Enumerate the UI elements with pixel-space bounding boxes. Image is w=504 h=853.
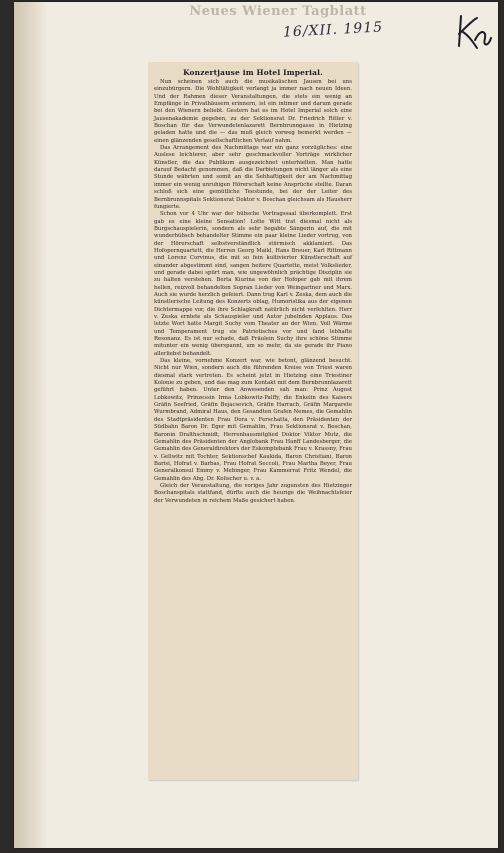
paper-edge-shadow — [14, 2, 48, 848]
newspaper-clipping — [148, 62, 358, 780]
handwritten-date: 16/XII. 1915 — [282, 19, 384, 41]
article-paragraph: Gleich der Veranstaltung, die voriges Jahr zugunsten des Hietzinger Boschanspitals stattfand, dürfte auch die heurige die Weihnachtsfeier der Verwundeten in reichem Maße gesichert haben. — [154, 482, 352, 504]
article-body — [154, 79, 352, 505]
article-paragraph: Das Arrangement des Nachmittags war ein ganz vorzügliches: eine Auslese leichterer, aber sehr geschmackvoller Vorträge wirklicher Künstler, die das Publikum ausgezeichnet unterhielten. Man hatte darauf Bedacht genommen, daß die Darbietungen nicht länger als eine Stunde währten und somit an die Sehhaftigkeit der am Nachmittag immer ein wenig unruhigen Hörerschaft keine Ansprüche stellte. Daran schloß sich eine gemütliche Teestunde, bei der der Leiter des Bernbrunnspitals Sektionsrat Doktor v. Boschan gleichsam als Hausherr fungierte. — [154, 145, 352, 210]
article-paragraph: Nun scheinen sich auch die musikalischen Jausen bei uns einzubürgern. Die Wohltätigkeit verlangt ja immer nach neuen Ideen. Und der Rahmen dieser Veranstaltungen, die stets ein wenig an Empfänge in Privathäusern erinnern, ist ein intimer und darum gerade bei den Wienern beliebt. Gestern hat es im Hotel Imperial solch eine Jausenakademie gegeben, zu der Sektionsrat Dr. Friedrich Ritter v. Boschan für das Verwundetenlazarett Bernbrunngasse in Hietzing geladen hatte und die — das muß gleich vorweg bemerkt werden — einen glänzenden gesellschaftlichen Verlauf nahm. — [154, 79, 352, 144]
newspaper-masthead: Neues Wiener Tagblatt — [189, 4, 367, 19]
article-headline: Konzertjause im Hotel Imperial. — [183, 68, 323, 77]
article-paragraph: Das kleine, vornehme Konzert war, wie betont, glänzend besucht. Nicht nur Wien, sondern auch die führenden Kreise von Triest waren diesmal stark vertreten. Es scheint jetzt in Hietzing eine Triestiner Kolonie zu geben, und das mag zum Kontakt mit dem Bernbrunnlazarett geführt haben. Unter den Anwesenden sah man: Prinz August Lobkowitz, Prinzessin Irma Lobkowitz-Palffy, die Enkelin des Kaisers Gräfin Seefried, Gräfin Bejacsevich, Gräfin Harrach, Gräfin Margarete Wurmbrand, Admiral Haus, den Gesandten Grafen Nemes, die Gemahlin des Stadtpräsidenten Frau Dora v. Ferschatta, den Präsidenten der Südbahn Baron Dr. Eger mit Gemahlin, Frau Sektionsrat v. Boschan, Baronin Dralthschmidt, Herrenhausmitglied Doktor Viktor Mutz, die Gemahlin des Präsidenten der Anglobank Frau Hanff Landesberger, die Gemahlin des Generaldirektors der Eskomptebank Frau v. Krassny, Frau v. Gellwitz mit Tochter, Sektionschef Kaukida, Baron Christiani, Baron Barisi, Hofrat v. Barbas, Frau Hofrat Seccoli, Frau Martha Beyer, Frau Generalkonsul Emmy v. Mebinger, Frau Kammerrat Fritz Wendel, die Gemahlin des Abg. Dr. Kolischer u. v. a. — [154, 358, 352, 482]
archive-signature-mark — [455, 12, 493, 52]
article-paragraph: Schon vor 4 Uhr war der hübsche Vortragssaal überkomplett. Erst gab es eine kleine Sensation! Lotte Witt trat diesmal nicht als Burgschauspielerin, sondern als sehr begabte Sängerin auf, die mit wunderhübsch behandelter Stimme ein paar kleine Lieder vortrug, von der Hörerschaft selbstverständlich stürmisch akklamiert. Das Hofopernquartett, die Herren Georg Maikl, Hans Breuer, Karl Rittmann und Lorenz Corvinus, die mit so fein kultivierter Künstlerschaft auf einander abgestimmt sind, sangen heitere Quartette, meist Volkslieder, und gerade dabei spürt man, wie ungewöhnlich prächtige Disziplin sie zu halten verstehen. Berta Kiurina von der Hofoper gab mit ihrem hellen, reizvoll behandelten Sopran Lieder von Weingartner und Marx. Auch sie wurde herzlich gefeiert. Dann trug Karl v. Zeska, dem auch die künstlerische Leitung des Konzerts oblag, Humoristika aus der eigenen Dichtermappe vor, die ihre Schlagkraft natürlich nicht verfehlten. Herr v. Zeska erntete als Schauspieler und Autor jubelnden Applaus. Das letzte Wort hatte Margit Suchy vom Theater an der Wien. Voll Wärme und Temperament trug sie Patriotisches vor und fand lebhafte Resonanz. Es ist nur schade, daß Fräulein Suchy ihre schöne Stimme mitunter ein wenig überspannt, um so mehr, da sie gerade ihr Piano allerliebst behandelt. — [154, 211, 352, 357]
